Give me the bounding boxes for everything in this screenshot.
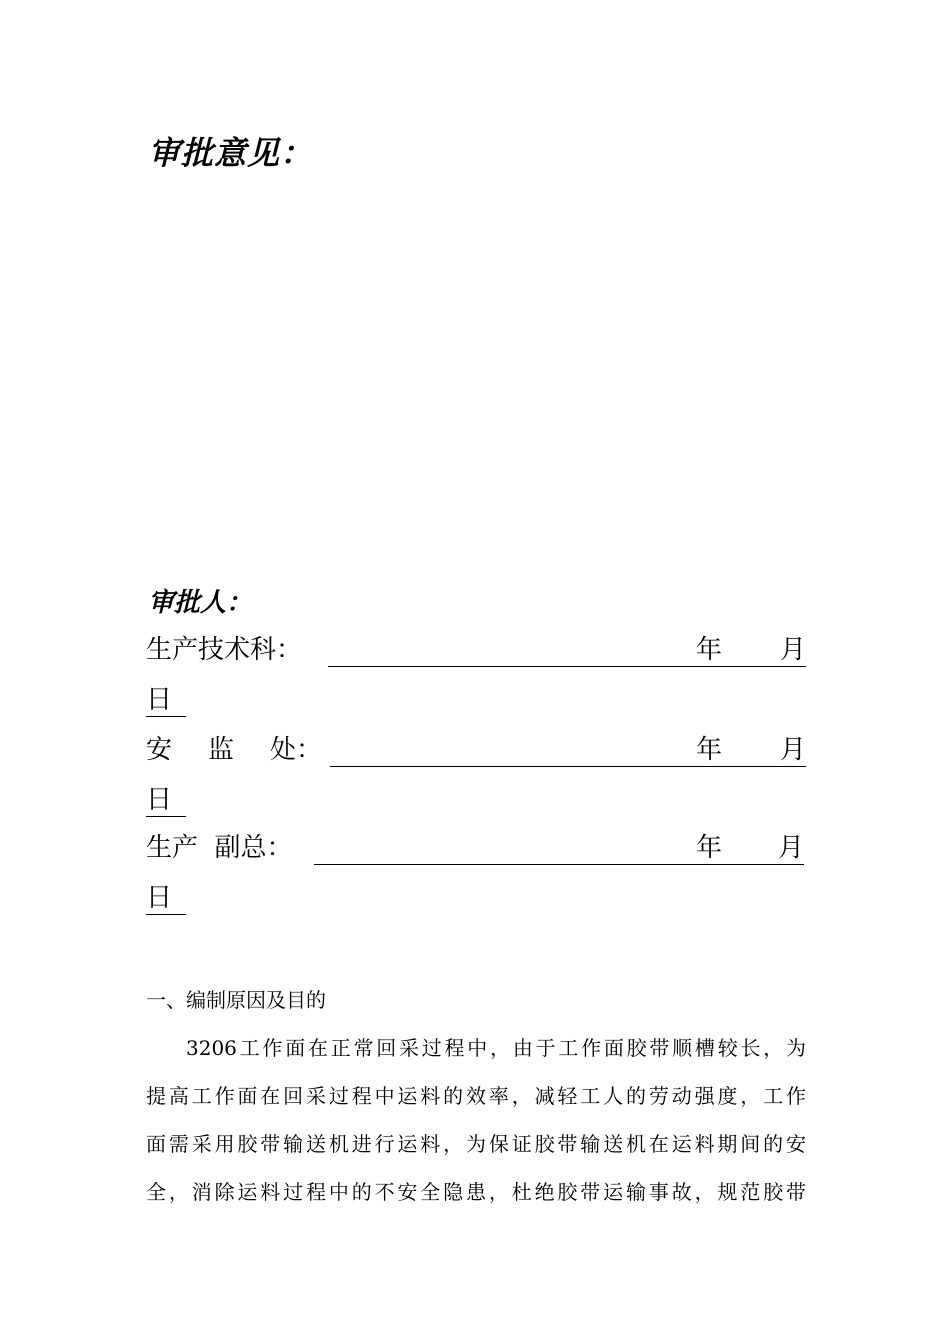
signature-month: 月: [777, 833, 804, 863]
signature-label: 生产技术科：: [146, 635, 303, 665]
signature-label: [146, 732, 322, 768]
signature-year: 年: [696, 735, 723, 765]
section-title: 一、编制原因及目的: [146, 988, 326, 1012]
paragraph-line: 全，消除运料过程中的不安全隐患，杜绝胶带运输事故，规范胶带: [146, 1180, 806, 1204]
signature-line: [314, 864, 804, 865]
signature-year: 年: [696, 833, 723, 863]
paragraph-line: 面需采用胶带输送机进行运料，为保证胶带输送机在运料期间的安: [146, 1132, 806, 1156]
signature-label: 生产 副总：: [146, 833, 293, 863]
label-char: 监: [208, 735, 235, 765]
paragraph-line: 提高工作面在回采过程中运料的效率，减轻工人的劳动强度，工作: [146, 1084, 806, 1108]
approver-heading: 审批人：: [148, 588, 253, 618]
signature-month: 月: [779, 635, 806, 665]
approval-opinion-heading: 审批意见：: [148, 134, 314, 172]
signature-day: 日: [146, 782, 186, 817]
signature-line: [328, 666, 806, 667]
signature-row-production-tech: [146, 632, 806, 672]
signature-month: 月: [779, 735, 806, 765]
signature-row-safety: [146, 732, 806, 772]
signature-year: 年: [696, 635, 723, 665]
signature-row-deputy: [146, 830, 806, 870]
label-char: 处：: [270, 735, 323, 765]
label-char: 安: [146, 735, 173, 765]
paragraph-line: 3206工作面在正常回采过程中，由于工作面胶带顺槽较长，为: [186, 1036, 806, 1060]
signature-line: [330, 766, 806, 767]
signature-day: 日: [146, 682, 186, 717]
signature-day: 日: [146, 880, 186, 915]
